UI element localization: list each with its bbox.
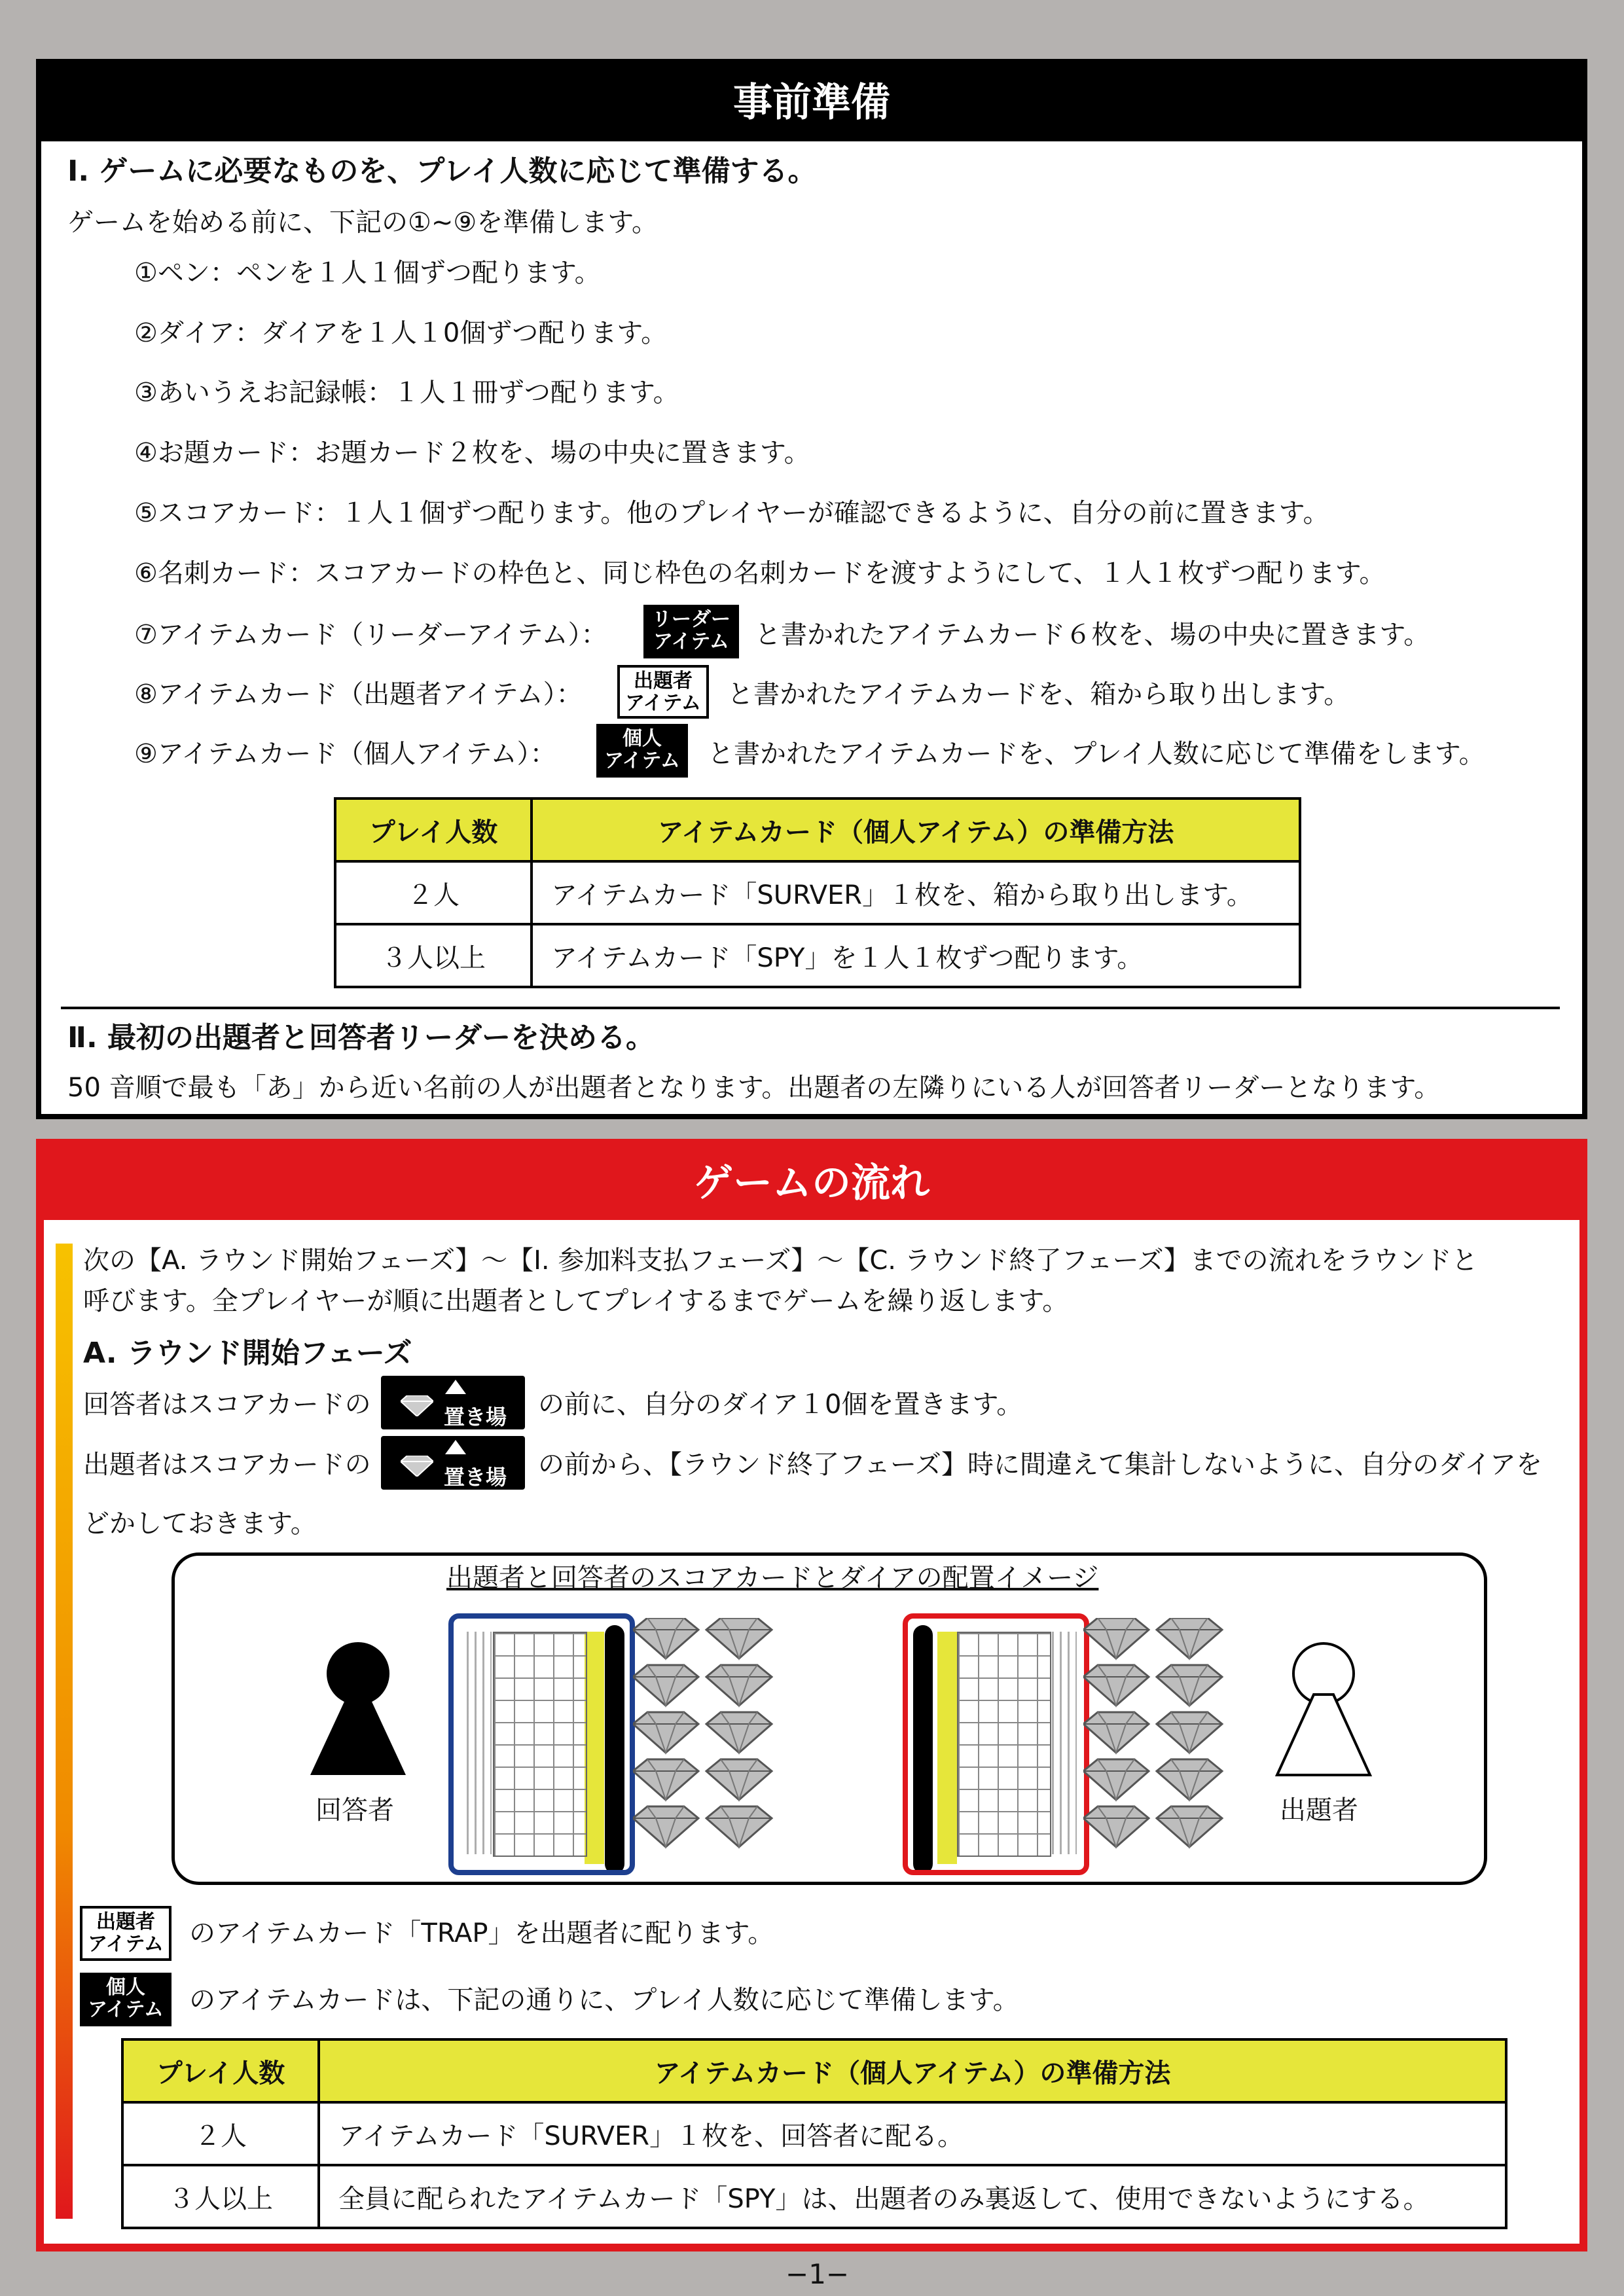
phase-a-heading: A. ラウンド開始フェーズ <box>83 1336 412 1370</box>
diamond-icon <box>1083 1665 1149 1706</box>
questioner-line-prefix: 出題者はスコアカードの <box>83 1450 371 1480</box>
item8-suffix: と書かれたアイテムカードを、箱から取り出します。 <box>727 679 1350 709</box>
table-header-row <box>122 2039 1506 2102</box>
header-players: プレイ人数 <box>122 2039 319 2102</box>
diamond-icon <box>706 1618 772 1659</box>
questioner-diamonds <box>1083 1618 1240 1867</box>
diamond-icon <box>1157 1665 1222 1706</box>
answerer-diamonds <box>633 1618 790 1867</box>
diamond-icon <box>633 1618 698 1659</box>
header-method: アイテムカード（個人アイテム）の準備方法 <box>532 798 1300 861</box>
item8-prefix: ⑧アイテムカード（出題者アイテム）： <box>134 679 583 709</box>
page-number: −1− <box>785 2258 850 2290</box>
step2-heading: Ⅱ. 最初の出題者と回答者リーダーを決める。 <box>67 1021 655 1054</box>
divider <box>61 1007 1560 1009</box>
table-cell: アイテムカード「SURVER」１枚を、回答者に配る。 <box>319 2102 1506 2165</box>
flow-table <box>121 2038 1507 2229</box>
flow-intro-line2: 呼びます。全プレイヤーが順に出題者としてプレイするまでゲームを繰り返します。 <box>83 1286 1069 1316</box>
diamond-icon <box>401 1395 433 1416</box>
item-topic-card: ④お題カード：お題カード２枚を、場の中央に置きます。 <box>134 438 810 468</box>
questioner-item-badge: 出題者 アイテム <box>617 665 709 719</box>
diamond-icon <box>1083 1618 1149 1659</box>
personal-item-badge: 個人 アイテム <box>596 724 688 778</box>
up-arrow-icon <box>445 1380 466 1394</box>
table-cell: ３人以上 <box>335 924 532 987</box>
item9-suffix: と書かれたアイテムカードを、プレイ人数に応じて準備をします。 <box>708 739 1485 769</box>
prep-table <box>334 797 1301 988</box>
header-players: プレイ人数 <box>335 798 532 861</box>
diamond-icon <box>633 1665 698 1706</box>
place-label: 置き場 <box>444 1405 507 1429</box>
questioner-figure-icon <box>1274 1641 1373 1778</box>
item7-prefix: ⑦アイテムカード（リーダーアイテム）： <box>134 620 607 650</box>
item-score-card: ⑤スコアカード：１人１個ずつ配ります。他のプレイヤーが確認できるように、自分の前に置きます。 <box>134 498 1329 528</box>
answerer-line-suffix: の前に、自分のダイア１0個を置きます。 <box>538 1390 1023 1420</box>
diamond-icon <box>1083 1712 1149 1753</box>
place-area-icon <box>381 1376 525 1429</box>
place-label: 置き場 <box>444 1465 507 1490</box>
diamond-icon <box>1157 1806 1222 1847</box>
diamond-icon <box>633 1806 698 1847</box>
questioner-line2: どかしておきます。 <box>83 1509 317 1539</box>
leader-item-badge: リーダー アイテム <box>643 605 739 658</box>
item7-suffix: と書かれたアイテムカード６枚を、場の中央に置きます。 <box>755 620 1430 650</box>
flow-intro-line1: 次の【A. ラウンド開始フェーズ】～【I. 参加料支払フェーズ】～【C. ラウンド終了フェーズ】までの流れをラウンドと <box>83 1246 1478 1276</box>
diamond-icon <box>633 1759 698 1800</box>
step1-heading: Ⅰ. ゲームに必要なものを、プレイ人数に応じて準備する。 <box>67 154 817 188</box>
questioner-score-card <box>903 1613 1089 1875</box>
personal-item-badge: 個人 アイテム <box>80 1973 171 2026</box>
table-cell: ２人 <box>335 861 532 924</box>
placement-diagram <box>171 1552 1487 1885</box>
diagram-title: 出題者と回答者のスコアカードとダイアの配置イメージ <box>446 1563 1099 1593</box>
diamond-icon <box>1083 1759 1149 1800</box>
trap-text: のアイテムカード「TRAP」を出題者に配ります。 <box>189 1918 774 1948</box>
questioner-item-badge: 出題者 アイテム <box>80 1906 171 1961</box>
place-area-icon <box>381 1436 525 1490</box>
diamond-icon <box>633 1712 698 1753</box>
preparation-title: 事前準備 <box>41 64 1582 141</box>
answerer-label: 回答者 <box>316 1795 394 1825</box>
item-notebook: ③あいうえお記録帳：１人１冊ずつ配ります。 <box>134 378 679 408</box>
gradient-stripe <box>56 1244 73 2219</box>
diamond-icon <box>1157 1618 1222 1659</box>
game-flow-title: ゲームの流れ <box>44 1147 1579 1220</box>
header-method: アイテムカード（個人アイテム）の準備方法 <box>319 2039 1506 2102</box>
game-flow-section <box>36 1139 1587 2251</box>
prep-intro: ゲームを始める前に、下記の①~⑨を準備します。 <box>67 207 659 238</box>
diamond-icon <box>706 1665 772 1706</box>
table-cell: ２人 <box>122 2102 319 2165</box>
item9-prefix: ⑨アイテムカード（個人アイテム）： <box>134 739 556 769</box>
table-row <box>335 861 1300 924</box>
diamond-icon <box>1083 1806 1149 1847</box>
diamond-icon <box>1157 1759 1222 1800</box>
personal-text: のアイテムカードは、下記の通りに、プレイ人数に応じて準備します。 <box>189 1985 1019 2015</box>
item-diamond: ②ダイア：ダイアを１人１0個ずつ配ります。 <box>134 318 668 348</box>
table-cell: 全員に配られたアイテムカード「SPY」は、出題者のみ裏返して、使用できないようにする。 <box>319 2165 1506 2228</box>
diamond-icon <box>706 1759 772 1800</box>
table-row <box>122 2102 1506 2165</box>
diamond-icon <box>706 1712 772 1753</box>
diamond-icon <box>401 1456 433 1477</box>
answerer-score-card <box>448 1613 635 1875</box>
up-arrow-icon <box>445 1440 466 1454</box>
questioner-line-suffix: の前から、【ラウンド終了フェーズ】時に間違えて集計しないように、自分のダイアを <box>538 1450 1542 1480</box>
item-pen: ①ペン：ペンを１人１個ずつ配ります。 <box>134 258 601 288</box>
table-row <box>335 924 1300 987</box>
answerer-figure-icon <box>309 1641 407 1778</box>
table-row <box>122 2165 1506 2228</box>
diamond-icon <box>1157 1712 1222 1753</box>
answerer-line-prefix: 回答者はスコアカードの <box>83 1390 371 1420</box>
questioner-label: 出題者 <box>1280 1795 1358 1825</box>
diamond-icon <box>706 1806 772 1847</box>
item-name-card: ⑥名刺カード：スコアカードの枠色と、同じ枠色の名刺カードを渡すようにして、１人１枚ずつ配ります。 <box>134 558 1386 588</box>
table-cell: アイテムカード「SURVER」１枚を、箱から取り出します。 <box>532 861 1300 924</box>
preparation-section <box>36 59 1587 1119</box>
step2-text: 50 音順で最も「あ」から近い名前の人が出題者となります。出題者の左隣りにいる人が回答者リーダーとなります。 <box>67 1073 1441 1103</box>
table-header-row <box>335 798 1300 861</box>
table-cell: ３人以上 <box>122 2165 319 2228</box>
table-cell: アイテムカード「SPY」を１人１枚ずつ配ります。 <box>532 924 1300 987</box>
